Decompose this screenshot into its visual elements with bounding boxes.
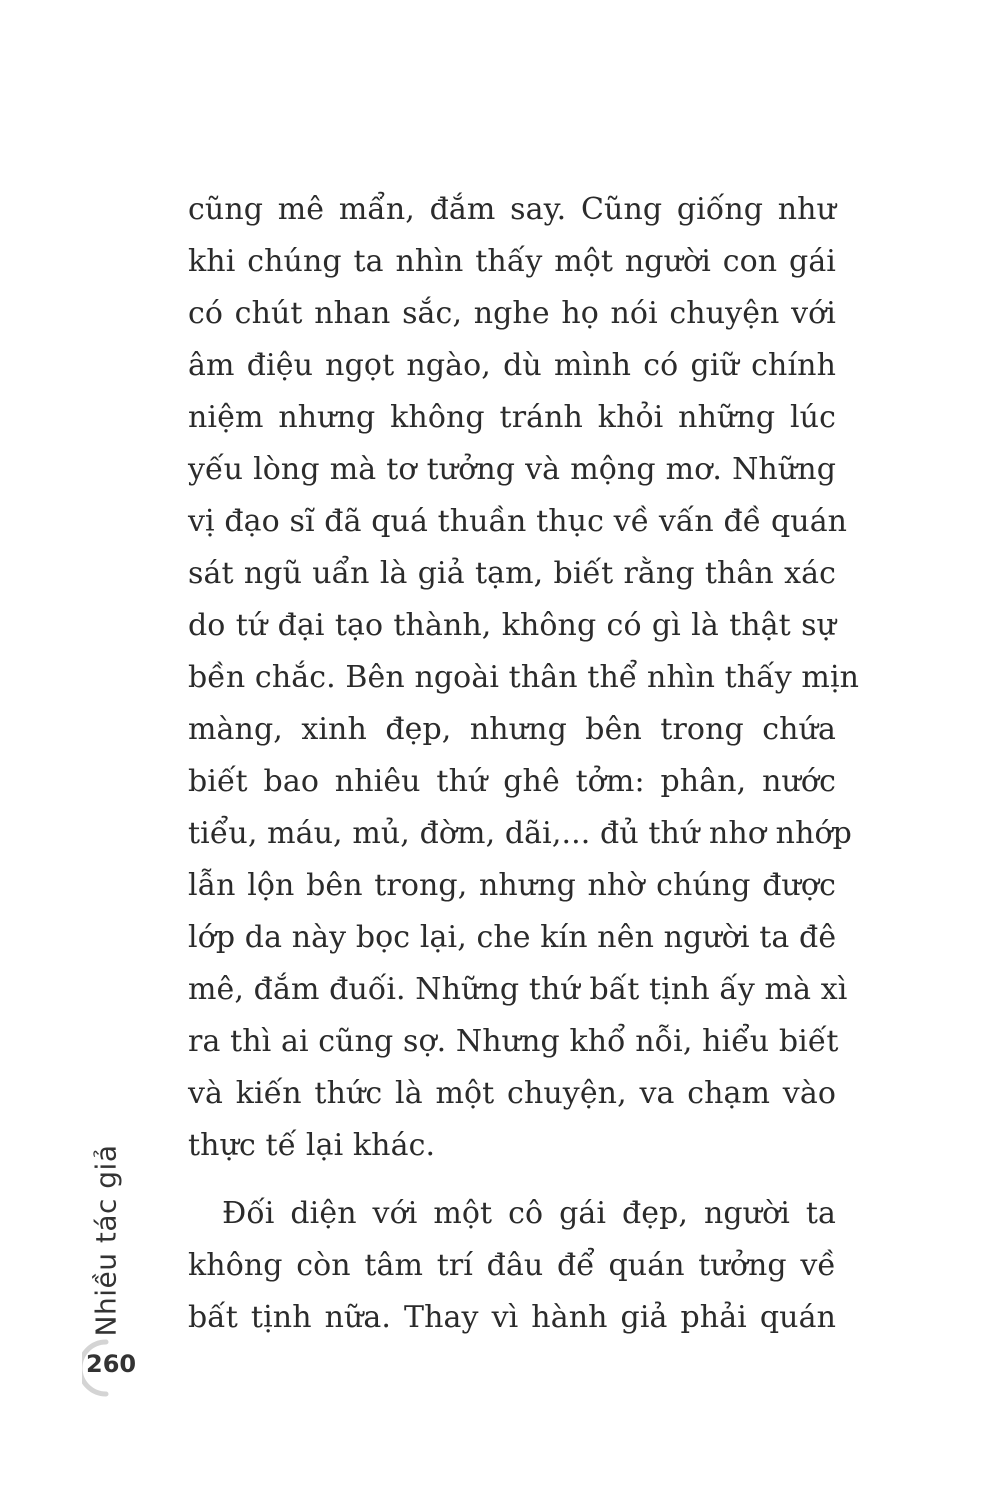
text-line: ra thì ai cũng sợ. Nhưng khổ nỗi, hiểu biết: [188, 1024, 839, 1059]
text-line: bền chắc. Bên ngoài thân thể nhìn thấy mịn: [188, 660, 860, 695]
text-line: cũng mê mẩn, đắm say. Cũng giống như: [188, 192, 836, 227]
text-line: do tứ đại tạo thành, không có gì là thật sự: [188, 608, 836, 643]
text-line: tiểu, máu, mủ, đờm, dãi,... đủ thứ nhơ nhớp: [188, 816, 852, 851]
running-head-text: Nhiều tác giả: [89, 1144, 123, 1336]
page-number: 260: [86, 1350, 137, 1378]
paragraph-spacer: [188, 1172, 836, 1188]
text-line: lớp da này bọc lại, che kín nên người ta đê: [188, 920, 837, 955]
text-line: âm điệu ngọt ngào, dù mình có giữ chính: [188, 348, 836, 383]
text-line: Đối diện với một cô gái đẹp, người ta: [222, 1196, 836, 1231]
text-line: và kiến thức là một chuyện, va chạm vào: [188, 1076, 836, 1111]
text-line: vị đạo sĩ đã quá thuần thục về vấn đề quán: [188, 504, 848, 539]
text-line: lẫn lộn bên trong, nhưng nhờ chúng được: [188, 868, 836, 903]
text-line: không còn tâm trí đâu để quán tưởng về: [188, 1248, 836, 1283]
running-head: [86, 1144, 126, 1336]
text-line: yếu lòng mà tơ tưởng và mộng mơ. Những: [188, 452, 836, 487]
paragraph-1: [188, 184, 860, 1172]
paragraph-2: [188, 1188, 836, 1344]
page-number-badge: [82, 1338, 138, 1398]
text-line: có chút nhan sắc, nghe họ nói chuyện với: [188, 296, 836, 331]
text-line: thực tế lại khác.: [188, 1128, 436, 1163]
text-line: mê, đắm đuối. Những thứ bất tịnh ấy mà xì: [188, 972, 848, 1007]
text-line: màng, xinh đẹp, nhưng bên trong chứa: [188, 712, 836, 747]
text-line: sát ngũ uẩn là giả tạm, biết rằng thân xác: [188, 556, 836, 591]
text-line: bất tịnh nữa. Thay vì hành giả phải quán: [188, 1300, 836, 1335]
text-line: niệm nhưng không tránh khỏi những lúc: [188, 400, 836, 435]
text-line: khi chúng ta nhìn thấy một người con gái: [188, 244, 836, 279]
text-line: biết bao nhiêu thứ ghê tởm: phân, nước: [188, 764, 836, 799]
body-text: [188, 184, 860, 1344]
